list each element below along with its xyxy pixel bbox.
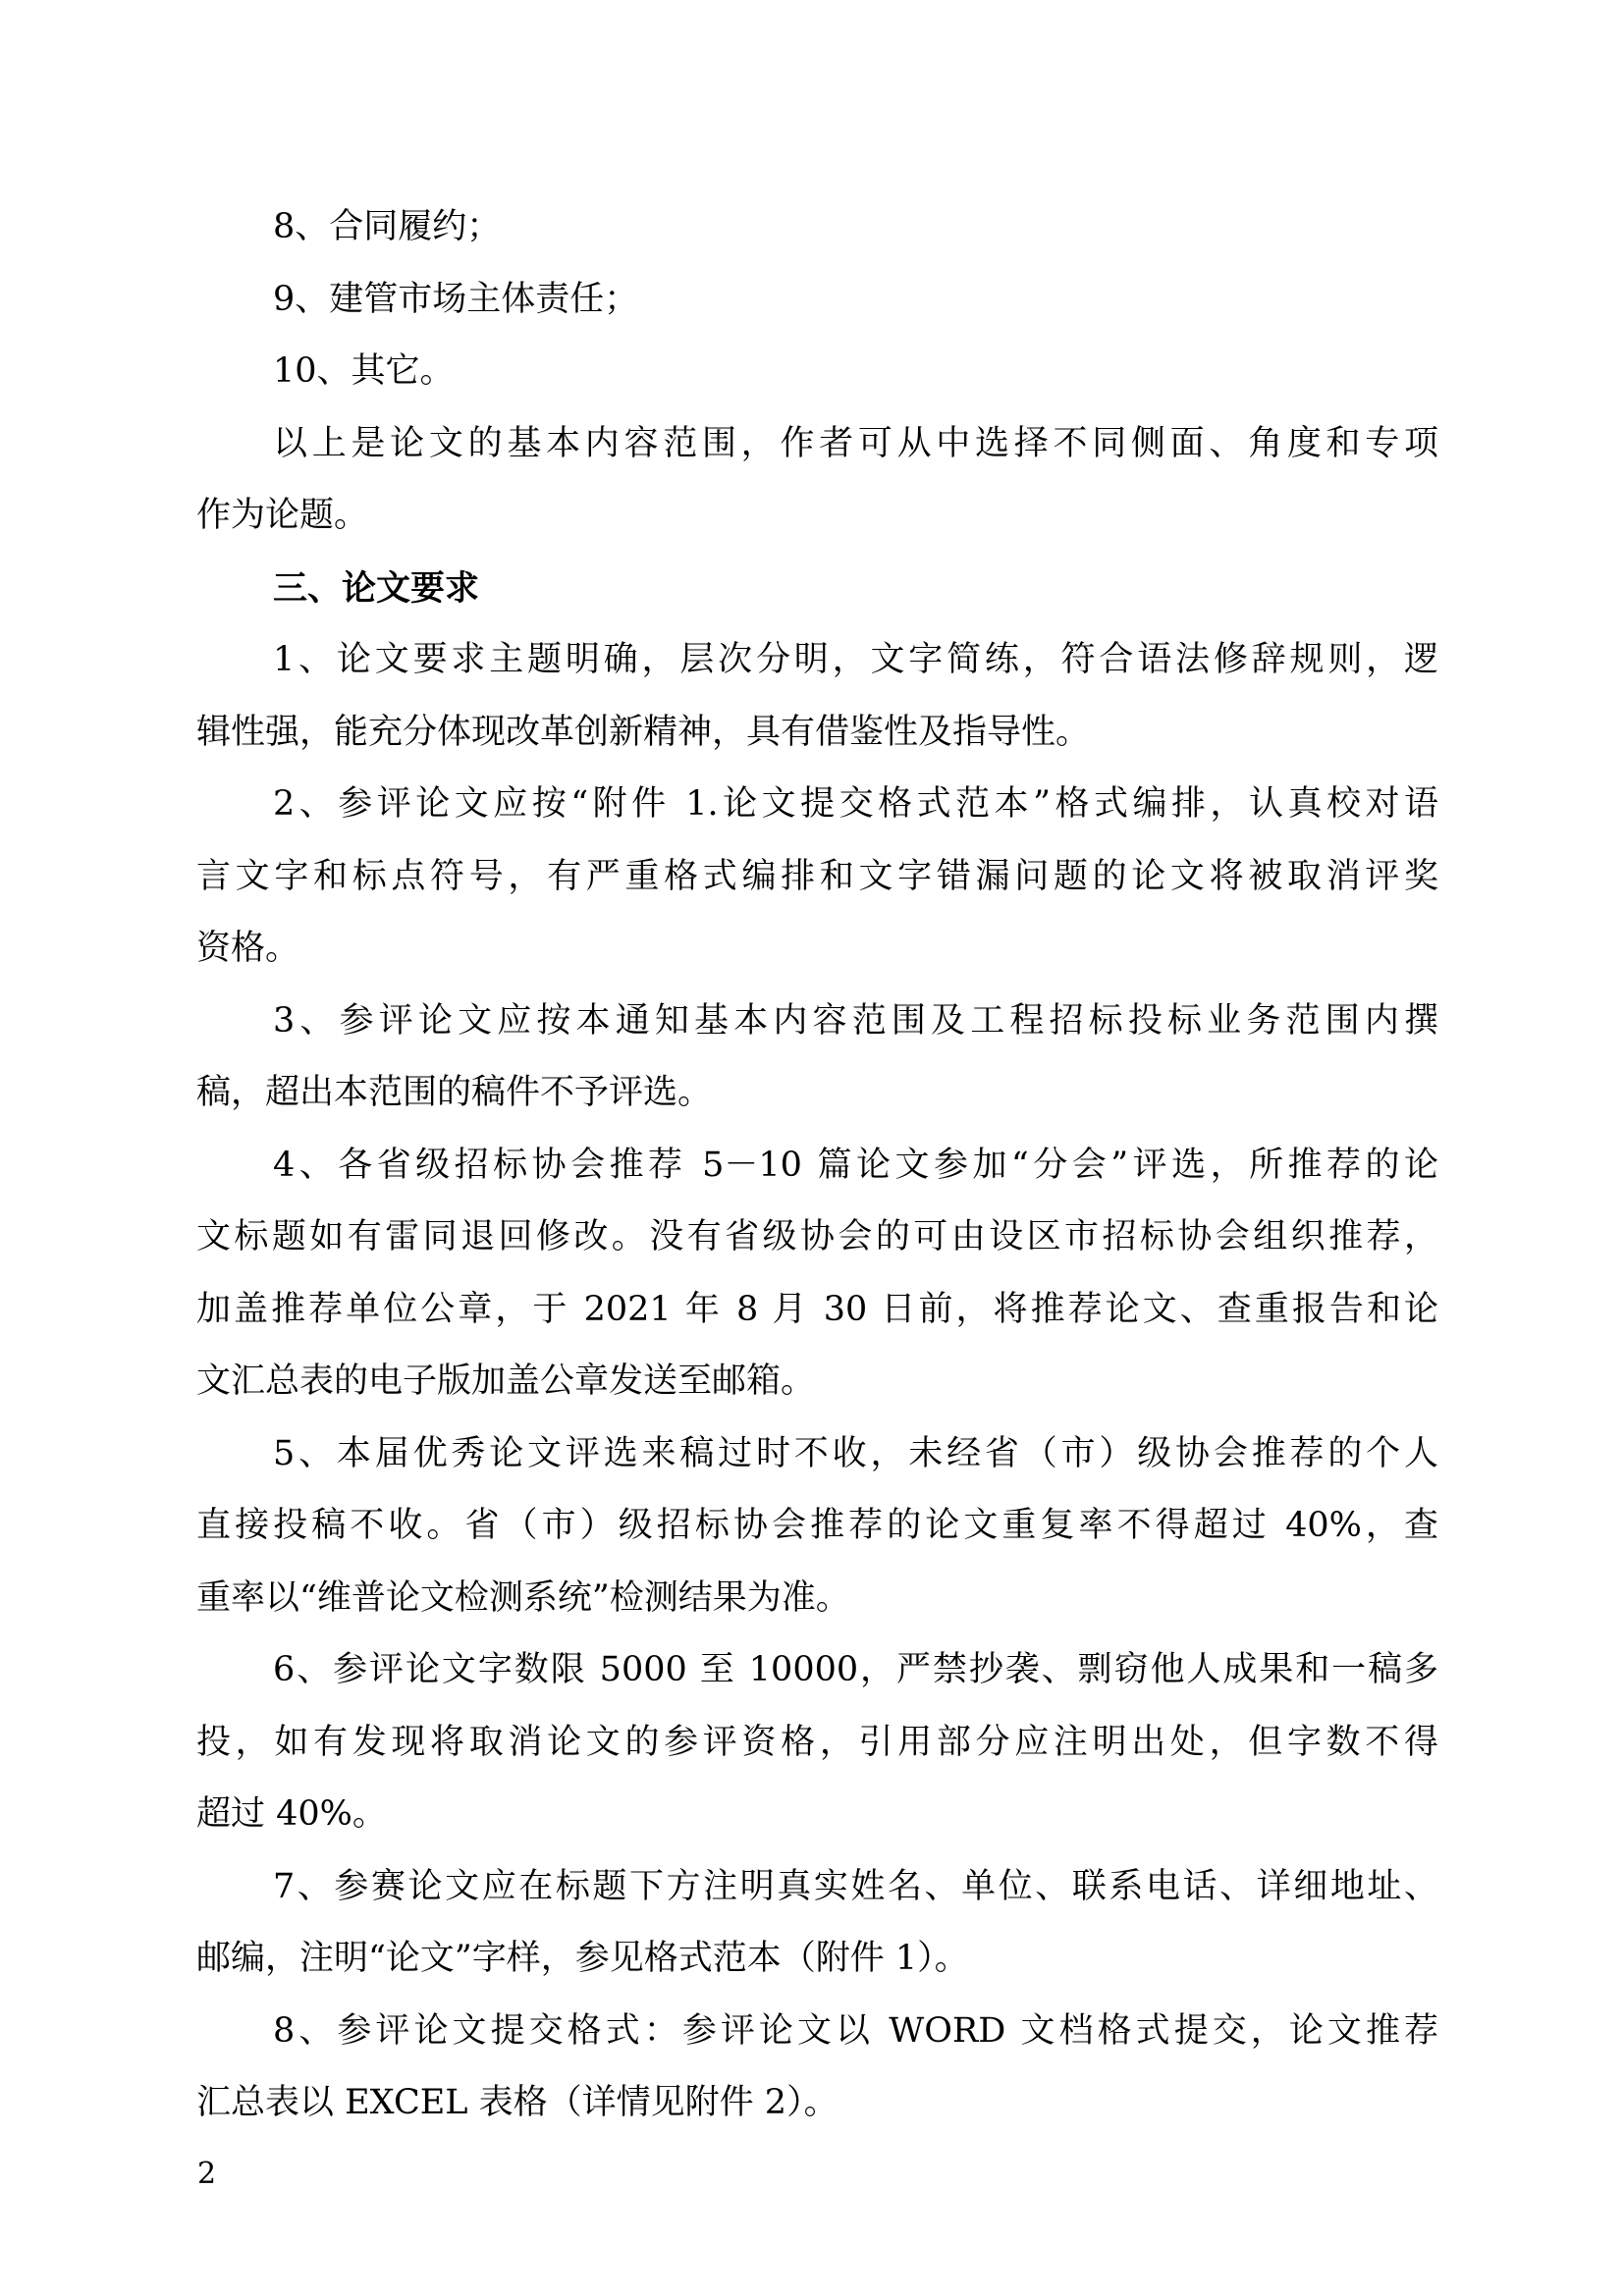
text-line: 9、建管市场主体责任； [273, 279, 639, 319]
text-line: 3、参评论文应按本通知基本内容范围及工程招标投标业务范围内撰 [273, 1000, 1438, 1041]
text-line: 4、各省级招标协会推荐 5－10 篇论文参加“分会”评选，所推荐的论 [273, 1145, 1438, 1185]
text-line: 5、本届优秀论文评选来稿过时不收，未经省（市）级协会推荐的个人 [273, 1433, 1438, 1473]
text-line: 辑性强，能充分体现改革创新精神，具有借鉴性及指导性。 [196, 712, 1091, 752]
text-line: 文标题如有雷同退回修改。没有省级协会的可由设区市招标协会组织推荐， [196, 1217, 1438, 1256]
text-line: 资格。 [196, 929, 300, 968]
text-line: 6、参评论文字数限 5000 至 10000，严禁抄袭、剽窃他人成果和一稿多 [273, 1650, 1438, 1689]
text-line: 7、参赛论文应在标题下方注明真实姓名、单位、联系电话、详细地址、 [273, 1866, 1438, 1906]
text-line: 加盖推荐单位公章，于 2021 年 8 月 30 日前，将推荐论文、查重报告和论 [196, 1289, 1438, 1329]
text-line: 以上是论文的基本内容范围，作者可从中选择不同侧面、角度和专项 [273, 423, 1438, 463]
text-line: 10、其它。 [273, 351, 455, 391]
text-line: 重率以“维普论文检测系统”检测结果为准。 [196, 1577, 850, 1618]
text-line: 言文字和标点符号，有严重格式编排和文字错漏问题的论文将被取消评奖 [196, 856, 1438, 896]
document-body [196, 191, 1438, 2140]
text-line: 作为论题。 [196, 496, 369, 535]
text-line: 8、合同履约； [273, 207, 502, 246]
text-line: 汇总表以 EXCEL 表格（详情见附件 2）。 [196, 2083, 839, 2122]
text-line: 投，如有发现将取消论文的参评资格，引用部分应注明出处，但字数不得 [196, 1722, 1438, 1762]
text-line: 直接投稿不收。省（市）级招标协会推荐的论文重复率不得超过 40%，查 [196, 1506, 1438, 1545]
page-number: 2 [197, 2157, 217, 2191]
text-line: 2、参评论文应按“附件 1.论文提交格式范本”格式编排，认真校对语 [273, 784, 1438, 824]
text-line: 文汇总表的电子版加盖公章发送至邮箱。 [196, 1362, 816, 1401]
text-line: 稿，超出本范围的稿件不予评选。 [196, 1073, 713, 1112]
text-line: 邮编，注明“论文”字样，参见格式范本（附件 1）。 [196, 1939, 969, 1978]
text-line: 8、参评论文提交格式：参评论文以 WORD 文档格式提交，论文推荐 [273, 2010, 1438, 2051]
section-heading: 三、论文要求 [273, 567, 480, 609]
text-line: 1、论文要求主题明确，层次分明，文字简练，符合语法修辞规则，逻 [273, 640, 1438, 679]
text-line: 超过 40%。 [196, 1794, 387, 1834]
